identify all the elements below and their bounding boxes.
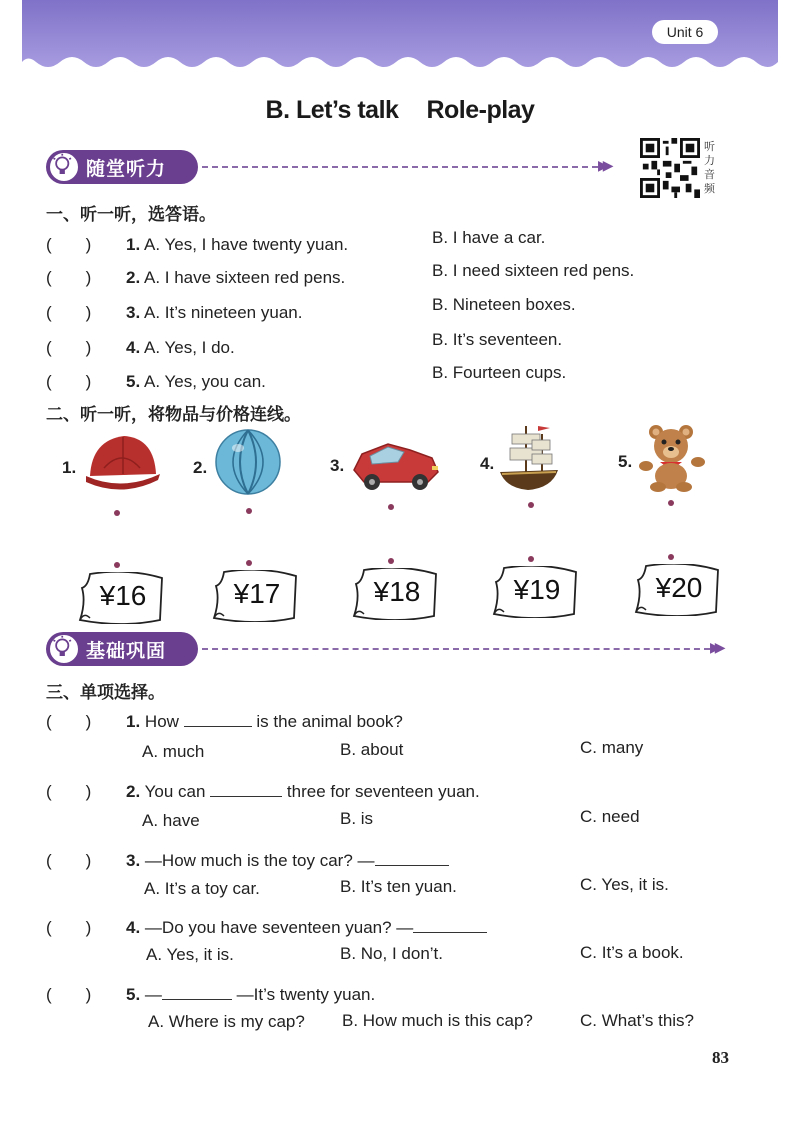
option-c: C. Yes, it is. (580, 875, 669, 894)
answer-bracket[interactable]: ( ) (46, 985, 92, 1004)
option-a: A. Yes, you can. (143, 372, 266, 391)
price-label: ¥16 (99, 580, 147, 611)
option-b: B. is (340, 809, 374, 828)
cap-icon (82, 428, 162, 498)
section-basics (46, 632, 736, 668)
price-label: ¥19 (513, 574, 561, 605)
part3-question-3: ( ) 3. —How much is the toy car? — (46, 846, 449, 871)
item-number: 3. (330, 456, 345, 475)
part3-question-2: ( ) 2. You can three for seventeen yuan. (46, 777, 480, 802)
option-a: A. Yes, I do. (143, 338, 235, 357)
price-dot[interactable] (388, 558, 394, 564)
part1-question-1: ( ) 1. A. Yes, I have twenty yuan. (46, 230, 348, 255)
answer-bracket[interactable]: ( ) (46, 303, 92, 322)
option-c: C. It’s a book. (580, 943, 684, 962)
part1-question-4: ( ) 4. A. Yes, I do. (46, 333, 235, 358)
answer-blank[interactable] (210, 781, 282, 797)
qr-label: 听力音频 (704, 140, 715, 195)
answer-bracket[interactable]: ( ) (46, 338, 92, 357)
teddy-bear-icon (638, 422, 708, 492)
title-lesson: B. Let’s talk (265, 96, 399, 124)
double-arrow-icon: ▶▶ (598, 158, 608, 174)
option-b: B. I have a car. (432, 228, 546, 247)
toy-car-icon (348, 432, 442, 494)
option-b: B. about (340, 740, 404, 759)
answer-bracket[interactable]: ( ) (46, 782, 92, 801)
price-dot[interactable] (528, 556, 534, 562)
option-a: A. I have sixteen red pens. (143, 268, 346, 287)
ball-icon (214, 428, 282, 496)
option-a: A. Yes, it is. (146, 945, 234, 964)
item-number: 2. (193, 458, 208, 477)
section-label: 随堂听力 (86, 158, 167, 180)
answer-blank[interactable] (413, 917, 487, 933)
option-a: A. Where is my cap? (148, 1012, 305, 1031)
price-label: ¥20 (655, 572, 703, 603)
price-dot[interactable] (246, 560, 252, 566)
option-a: A. much (142, 742, 205, 761)
option-a: A. Yes, I have twenty yuan. (143, 235, 349, 254)
answer-blank[interactable] (162, 984, 232, 1000)
price-dot[interactable] (668, 554, 674, 560)
price-label: ¥18 (373, 576, 421, 607)
option-b: B. Fourteen cups. (432, 363, 567, 382)
option-b: B. It’s ten yuan. (340, 877, 457, 896)
item-dot[interactable] (388, 504, 394, 510)
qr-code-icon[interactable] (640, 138, 700, 198)
part1-title: 一、听一听，选答语。 (46, 205, 216, 225)
part3-question-5: ( ) 5. — —It’s twenty yuan. (46, 980, 375, 1005)
unit-badge: Unit 6 (652, 20, 718, 44)
option-b: B. It’s seventeen. (432, 330, 563, 349)
ship-icon (498, 422, 560, 494)
page-title (0, 96, 800, 125)
section-divider (202, 648, 710, 650)
item-number: 4. (480, 454, 495, 473)
item-number: 5. (618, 452, 633, 471)
double-arrow-icon: ▶▶ (710, 640, 720, 656)
title-activity: Role-play (426, 96, 535, 124)
part1-question-3: ( ) 3. A. It’s nineteen yuan. (46, 298, 302, 323)
item-dot[interactable] (528, 502, 534, 508)
answer-bracket[interactable]: ( ) (46, 851, 92, 870)
section-label: 基础巩固 (86, 640, 167, 662)
option-a: A. It’s nineteen yuan. (143, 303, 303, 322)
price-dot[interactable] (114, 562, 120, 568)
item-number: 1. (62, 458, 77, 477)
answer-blank[interactable] (375, 850, 449, 866)
answer-bracket[interactable]: ( ) (46, 918, 92, 937)
page-number: 83 (712, 1048, 729, 1067)
option-a: A. have (142, 811, 200, 830)
item-dot[interactable] (668, 500, 674, 506)
item-dot[interactable] (114, 510, 120, 516)
part3-question-4: ( ) 4. —Do you have seventeen yuan? — (46, 913, 487, 938)
section-divider (202, 166, 598, 168)
item-dot[interactable] (246, 508, 252, 514)
answer-bracket[interactable]: ( ) (46, 712, 92, 731)
answer-bracket[interactable]: ( ) (46, 372, 92, 391)
part1-question-2: ( ) 2. A. I have sixteen red pens. (46, 263, 345, 288)
answer-bracket[interactable]: ( ) (46, 268, 92, 287)
section-listening (46, 150, 616, 186)
lightbulb-icon (48, 633, 80, 665)
part1-question-5: ( ) 5. A. Yes, you can. (46, 367, 266, 392)
part2-title: 二、听一听，将物品与价格连线。 (46, 405, 301, 425)
option-b: B. Nineteen boxes. (432, 295, 576, 314)
answer-bracket[interactable]: ( ) (46, 235, 92, 254)
option-a: A. It’s a toy car. (144, 879, 260, 898)
part3-title: 三、单项选择。 (46, 683, 165, 703)
part3-question-1: ( ) 1. How is the animal book? (46, 707, 403, 732)
lightbulb-icon (48, 151, 80, 183)
option-b: B. How much is this cap? (342, 1011, 533, 1030)
answer-blank[interactable] (184, 711, 252, 727)
option-b: B. I need sixteen red pens. (432, 261, 635, 280)
option-c: C. What’s this? (580, 1011, 695, 1030)
option-c: C. need (580, 807, 640, 826)
option-b: B. No, I don’t. (340, 944, 443, 963)
option-c: C. many (580, 738, 644, 757)
price-label: ¥17 (233, 578, 281, 609)
